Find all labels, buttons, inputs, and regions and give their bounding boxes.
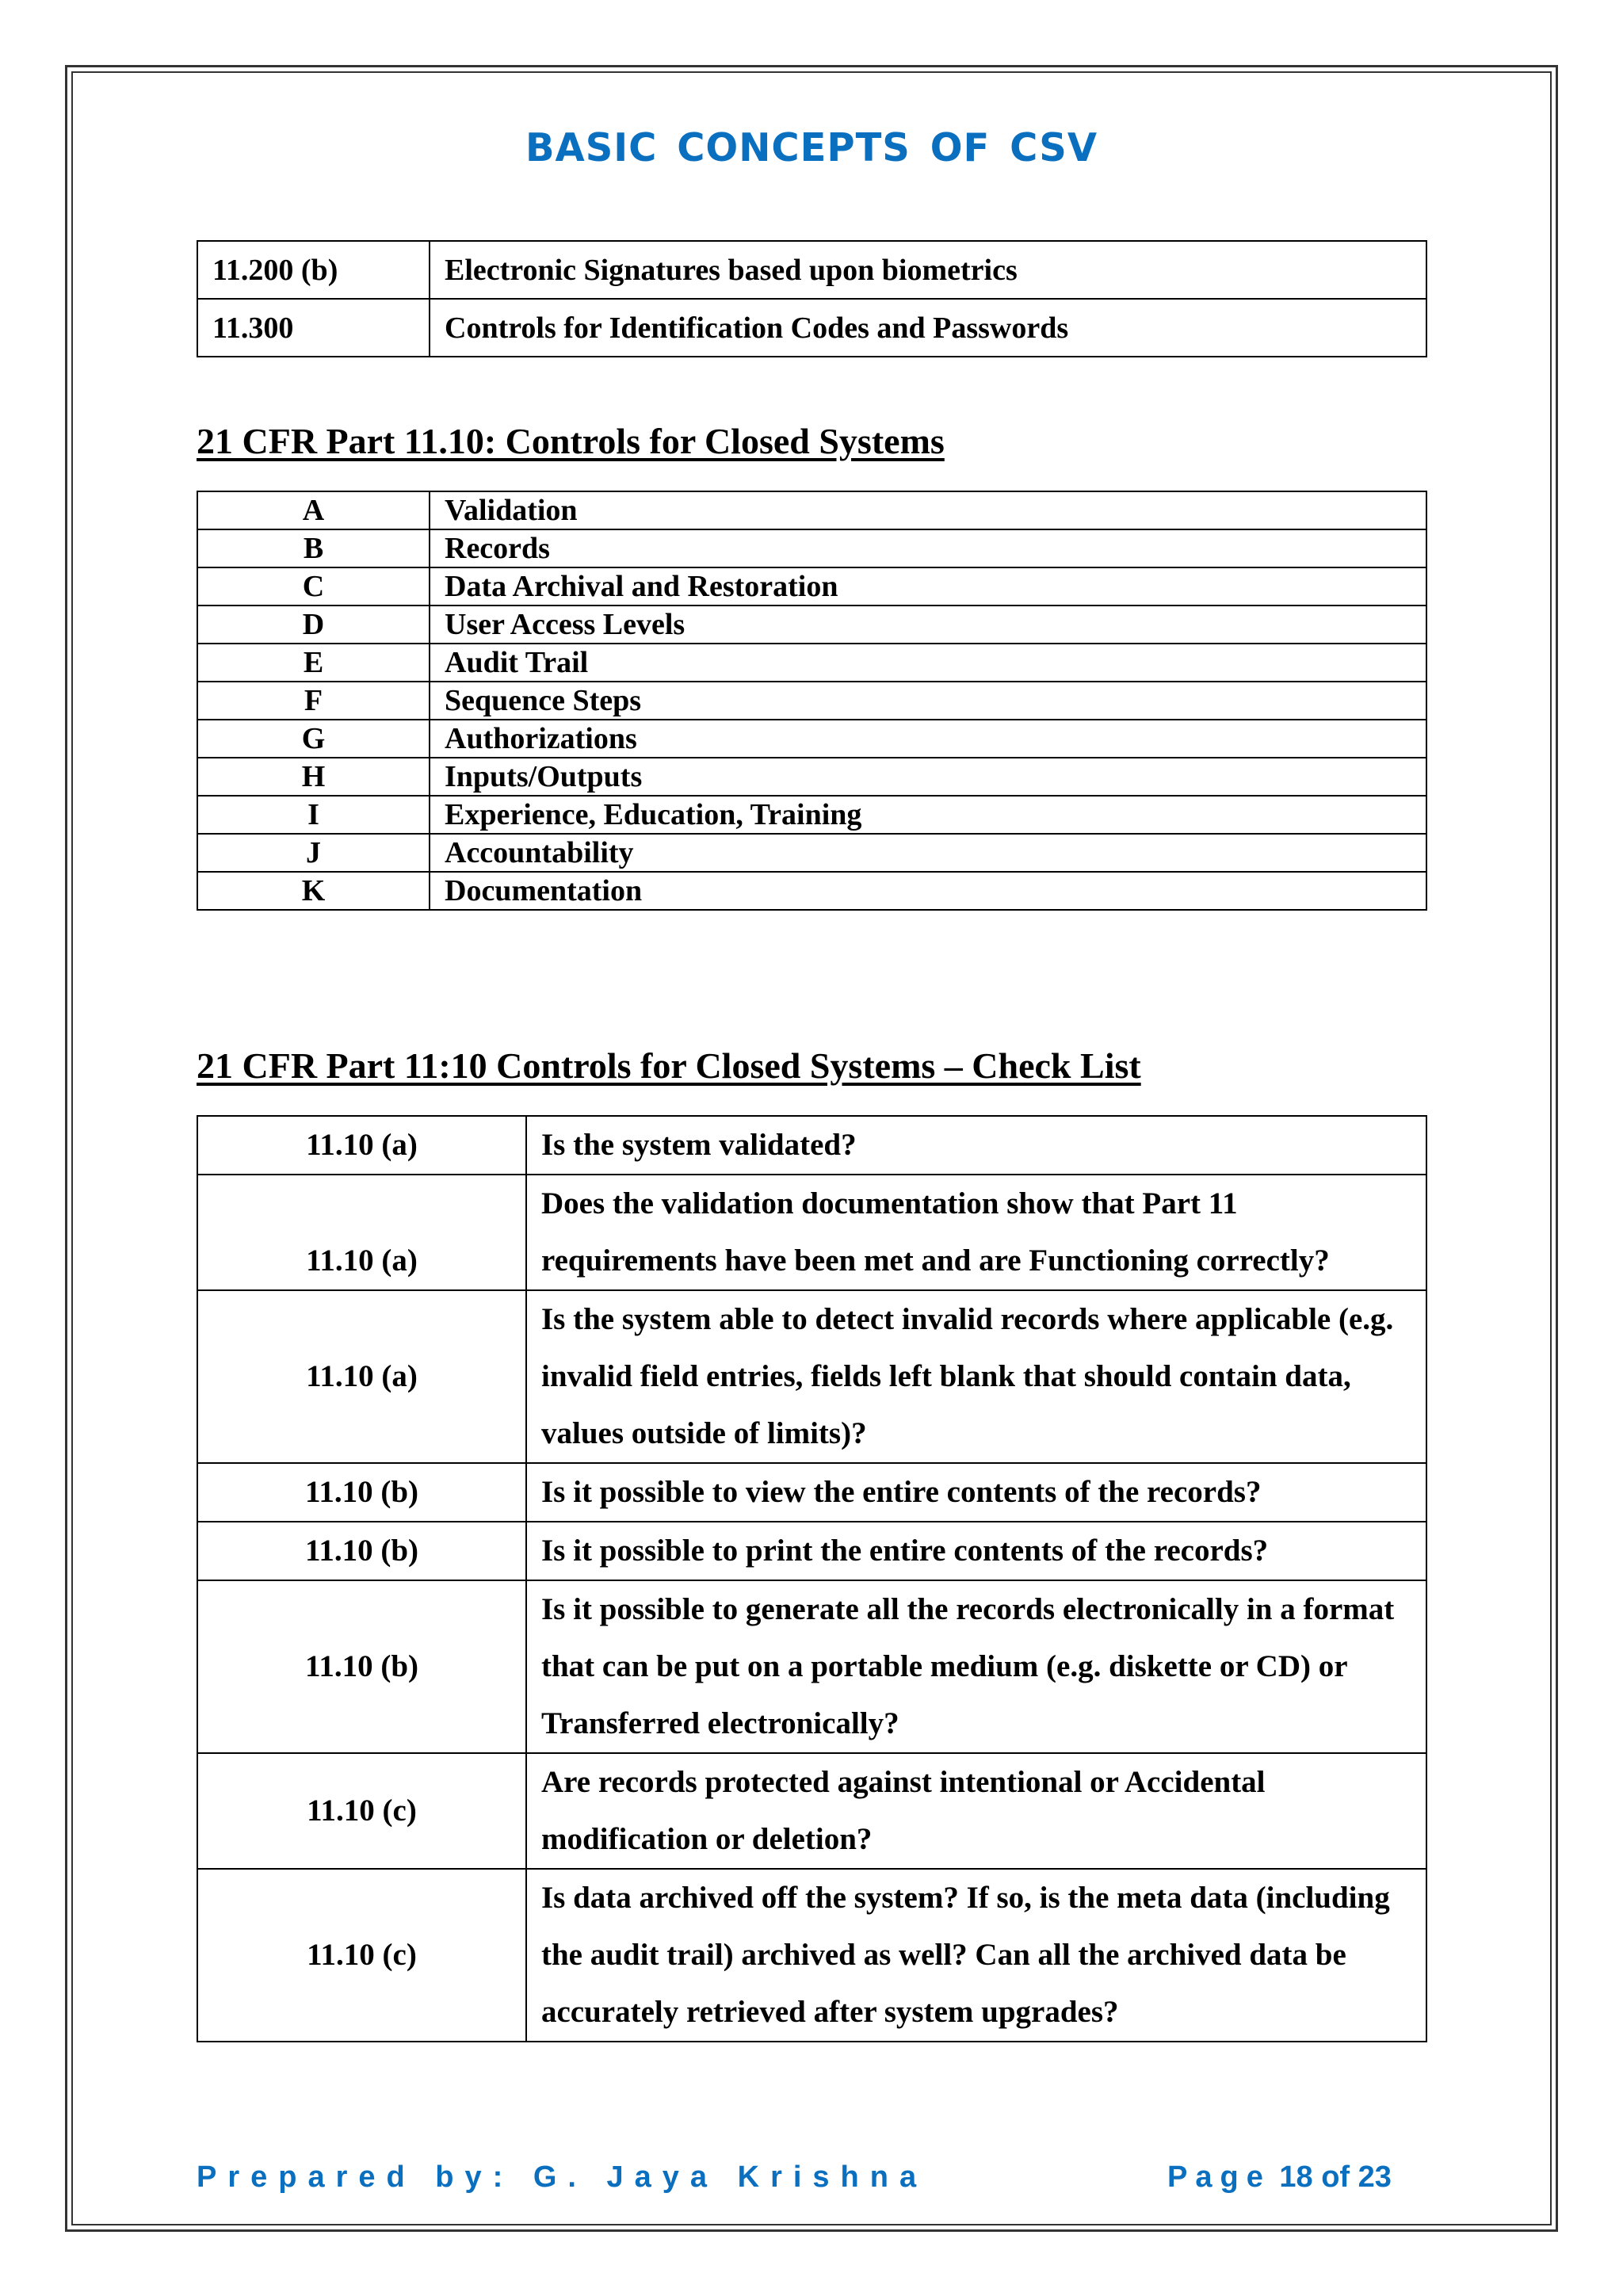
table-row (197, 1522, 1426, 1580)
control-name: Validation (430, 491, 1426, 529)
control-letter: H (197, 758, 430, 796)
table-row (197, 720, 1426, 758)
table-row (197, 1290, 1426, 1463)
table-row (197, 682, 1426, 720)
control-letter: D (197, 606, 430, 644)
control-letter: K (197, 872, 430, 910)
checklist-ref: 11.10 (a) (197, 1116, 526, 1175)
control-name: Data Archival and Restoration (430, 567, 1426, 606)
control-letter: J (197, 834, 430, 872)
table-row (197, 529, 1426, 567)
checklist-question: Does the validation documentation show that Part 11 requirements have been met and are Functioning correctly? (526, 1175, 1426, 1290)
table-row (197, 1116, 1426, 1175)
control-letter: E (197, 644, 430, 682)
page-indicator (1167, 2160, 1392, 2195)
checklist-question: Is it possible to print the entire contents of the records? (526, 1522, 1426, 1580)
control-letter: G (197, 720, 430, 758)
table-row (197, 872, 1426, 910)
control-letter: B (197, 529, 430, 567)
page-label: Page (1167, 2160, 1271, 2194)
table-row (197, 606, 1426, 644)
control-letter: A (197, 491, 430, 529)
section-description: Electronic Signatures based upon biometrics (430, 241, 1426, 299)
checklist-heading: 21 CFR Part 11:10 Controls for Closed Systems – Check List (197, 1045, 1141, 1086)
checklist-question: Are records protected against intentional or Accidental modification or deletion? (526, 1753, 1426, 1869)
checklist-question: Is data archived off the system? If so, is the meta data (including the audit trail) archived as well? Can all the archived data be accurately retrieved after system upgrades? (526, 1869, 1426, 2042)
control-name: Audit Trail (430, 644, 1426, 682)
control-name: Accountability (430, 834, 1426, 872)
checklist-ref: 11.10 (c) (197, 1869, 526, 2042)
control-letter: F (197, 682, 430, 720)
checklist-ref: 11.10 (b) (197, 1580, 526, 1753)
table-row (197, 241, 1426, 299)
control-name: Records (430, 529, 1426, 567)
table-row (197, 1580, 1426, 1753)
control-name: Documentation (430, 872, 1426, 910)
control-name: Sequence Steps (430, 682, 1426, 720)
table-row (197, 299, 1426, 357)
table-row (197, 834, 1426, 872)
control-name: Inputs/Outputs (430, 758, 1426, 796)
prepared-by: Prepared by: G. Jaya Krishna (197, 2160, 928, 2194)
control-letter: C (197, 567, 430, 606)
page-title: basic concepts of csv (525, 109, 1098, 174)
control-name: User Access Levels (430, 606, 1426, 644)
table-row (197, 1175, 1426, 1290)
section-code: 11.200 (b) (197, 241, 430, 299)
checklist-question: Is it possible to generate all the records electronically in a format that can be put on a portable medium (e.g. diskette or CD) or Transferred electronically? (526, 1580, 1426, 1753)
table-row (197, 1463, 1426, 1522)
checklist-question: Is it possible to view the entire contents of the records? (526, 1463, 1426, 1522)
closed-systems-heading: 21 CFR Part 11.10: Controls for Closed Systems (197, 421, 945, 461)
table-row (197, 796, 1426, 834)
control-name: Authorizations (430, 720, 1426, 758)
checklist-ref: 11.10 (b) (197, 1522, 526, 1580)
table-row (197, 491, 1426, 529)
table-row (197, 567, 1426, 606)
checklist-ref: 11.10 (c) (197, 1753, 526, 1869)
table-row (197, 1753, 1426, 1869)
table-row (197, 644, 1426, 682)
checklist-question: Is the system validated? (526, 1116, 1426, 1175)
control-name: Experience, Education, Training (430, 796, 1426, 834)
section-code: 11.300 (197, 299, 430, 357)
checklist-table (197, 1115, 1427, 2042)
section-description: Controls for Identification Codes and Passwords (430, 299, 1426, 357)
checklist-ref: 11.10 (b) (197, 1463, 526, 1522)
control-letter: I (197, 796, 430, 834)
closed-systems-controls-table (197, 491, 1427, 911)
table-row (197, 1869, 1426, 2042)
table-row (197, 758, 1426, 796)
page-number: 18 of 23 (1279, 2160, 1392, 2194)
checklist-question: Is the system able to detect invalid records where applicable (e.g. invalid field entries, fields left blank that should contain data, values outside of limits)? (526, 1290, 1426, 1463)
checklist-ref: 11.10 (a) (197, 1175, 526, 1290)
top-sections-table (197, 240, 1427, 357)
checklist-ref: 11.10 (a) (197, 1290, 526, 1463)
